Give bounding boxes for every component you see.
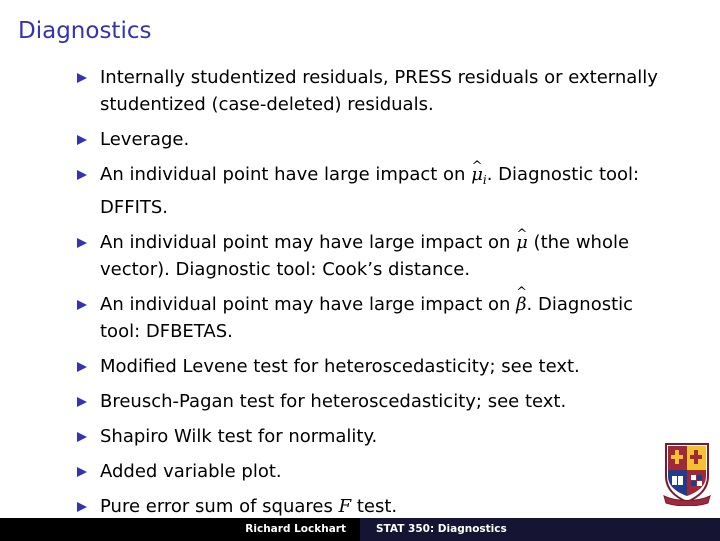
list-item <box>76 423 676 450</box>
math-subscript: i <box>482 173 487 187</box>
triangle-bullet-icon <box>77 362 87 372</box>
slide-title: Diagnostics <box>18 18 152 44</box>
university-crest-icon <box>662 440 712 506</box>
item-text: Shapiro Wilk test for normality. <box>100 426 378 447</box>
list-item <box>76 458 676 485</box>
triangle-bullet-icon <box>77 135 87 145</box>
list-item <box>76 388 676 415</box>
item-text: Breusch-Pagan test for heteroscedasticity; see text. <box>100 391 567 412</box>
item-text: Modified Levene test for heteroscedasticity; see text. <box>100 356 580 377</box>
list-item <box>76 353 676 380</box>
item-text: Leverage. <box>100 129 190 150</box>
triangle-bullet-icon <box>77 300 87 310</box>
math-f: F <box>338 496 352 517</box>
triangle-bullet-icon <box>77 502 87 512</box>
triangle-bullet-icon <box>77 170 87 180</box>
math-mu-hat: ^ μ <box>516 229 528 256</box>
item-text-after: (the whole vector). Diagnostic tool: Cook’s distance. <box>100 232 630 280</box>
item-text-before: An individual point have large impact on <box>100 164 472 185</box>
triangle-bullet-icon <box>77 467 87 477</box>
item-text-after: . Diagnostic tool: DFBETAS. <box>100 294 634 342</box>
item-text: Internally studentized residuals, PRESS residuals or externally studentized (case-deleted) residuals. <box>100 67 658 115</box>
item-text-before: An individual point may have large impact on <box>100 294 517 315</box>
math-beta-hat: ^ β <box>516 291 526 318</box>
list-item <box>76 64 676 118</box>
item-text: Added variable plot. <box>100 461 282 482</box>
triangle-bullet-icon <box>77 73 87 83</box>
footer <box>0 518 720 541</box>
bullet-list <box>76 64 676 520</box>
triangle-bullet-icon <box>77 238 87 248</box>
list-item <box>76 493 676 520</box>
item-text-after: test. <box>351 496 398 517</box>
triangle-bullet-icon <box>77 397 87 407</box>
math-mu-hat: ^ μ <box>471 161 483 188</box>
list-item <box>76 291 676 345</box>
item-text-before: Pure error sum of squares <box>100 496 339 517</box>
item-text-before: An individual point may have large impact on <box>100 232 517 253</box>
list-item <box>76 229 676 283</box>
list-item <box>76 126 676 153</box>
triangle-bullet-icon <box>77 432 87 442</box>
item-text-after: . Diagnostic tool: DFFITS. <box>100 164 640 218</box>
list-item <box>76 161 676 221</box>
footer-title: STAT 350: Diagnostics <box>360 518 720 541</box>
footer-author: Richard Lockhart <box>0 518 360 541</box>
